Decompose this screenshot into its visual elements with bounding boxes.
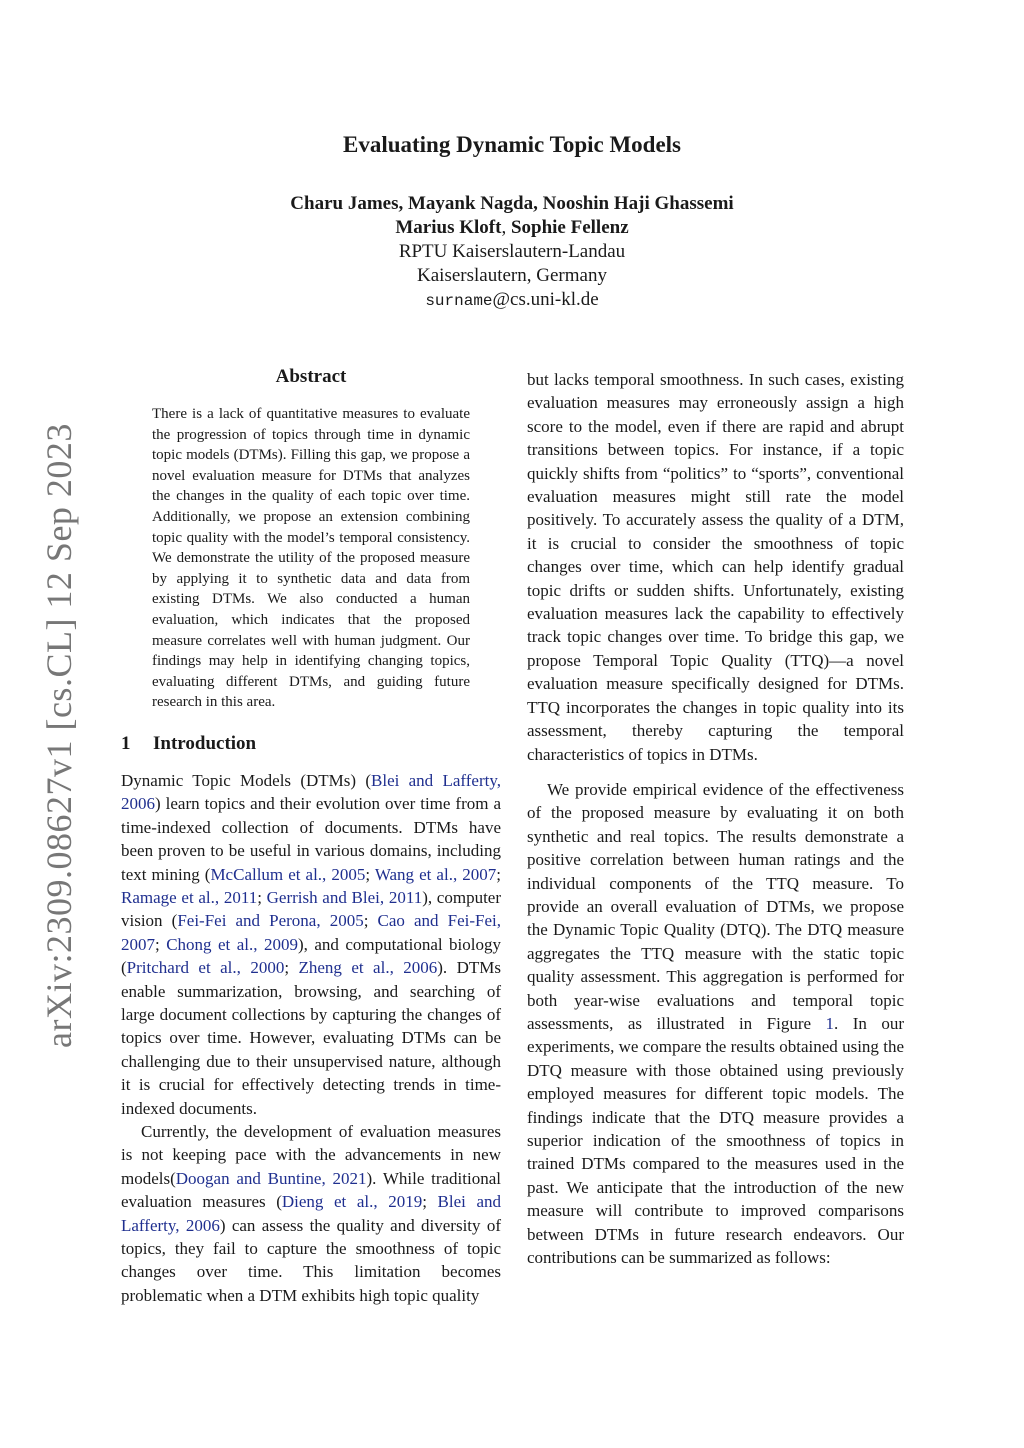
author-line-2	[0, 216, 1024, 240]
left-column	[121, 366, 501, 1307]
text-run: ;	[155, 934, 167, 954]
section-title: Introduction	[153, 732, 257, 754]
author-kloft: Marius Kloft	[395, 217, 502, 238]
citation-link[interactable]: Doogan and Buntine, 2021	[175, 1168, 367, 1188]
text-run: ). While traditional evaluation measures (	[121, 1168, 501, 1212]
citation-link[interactable]: McCallum et al., 2005	[210, 864, 366, 884]
text-run: ;	[422, 1192, 438, 1212]
text-run: ;	[284, 958, 299, 978]
citation-link[interactable]: Gerrish and Blei, 2011	[266, 887, 423, 907]
text-run: ) learn topics and their evolution over time from a time-indexed collection of documents. DTMs have been proven to be useful in various domains, including text mining (	[121, 794, 501, 884]
section-heading-introduction	[121, 733, 501, 755]
citation-link[interactable]: Blei and Lafferty, 2006	[121, 1192, 501, 1235]
intro-paragraph-2-continued	[527, 368, 904, 766]
abstract-heading: Abstract	[275, 366, 347, 387]
text-run: ;	[365, 864, 375, 884]
email-user: surname	[425, 292, 493, 310]
intro-paragraph-1	[121, 769, 501, 1120]
citation-link[interactable]: Blei and Lafferty, 2006	[121, 770, 501, 814]
figure-reference-link[interactable]: 1	[825, 1013, 834, 1033]
citation-link[interactable]: Chong et al., 2009	[166, 934, 298, 954]
text-run: ), and computational biology (	[121, 934, 501, 978]
affiliation: RPTU Kaiserslautern-Landau	[398, 241, 626, 262]
text-run: ). DTMs enable summarization, browsing, and searching of large document collections by capturing the changes of topics over time. However, evaluating DTMs can be challenging due to their unsupervised nature, although it is crucial for effectively detecting trends in time-indexed documents.	[121, 958, 501, 1118]
citation-link[interactable]: Fei-Fei and Perona, 2005	[177, 911, 364, 931]
author-separator: ,	[501, 217, 511, 238]
paper-title: Evaluating Dynamic Topic Models	[342, 132, 682, 157]
citation-link[interactable]: Ramage et al., 2011	[121, 887, 258, 907]
text-run: Dynamic Topic Models (DTMs) (	[121, 770, 372, 790]
text-run: ), computer vision (	[121, 887, 502, 931]
text-run: We provide empirical evidence of the effectiveness of the proposed measure by evaluating it on both synthetic and real topics. The results demonstrate a positive correlation between human ratings and the individual components of the TTQ measure. To provide an overall evaluation of DTMs, we propose the Dynamic Topic Quality (DTQ). The DTQ measure aggregates the TTQ measure with the static topic quality assessment. This aggregation is performed for both year-wise evaluations and temporal topic assessments, as illustrated in Figure	[527, 779, 904, 1033]
intro-paragraph-3	[527, 778, 904, 1270]
right-column	[527, 368, 904, 1269]
arxiv-identifier: arXiv:2309.08627v1 [cs.CL] 12 Sep 2023	[39, 423, 79, 1048]
location: Kaiserslautern, Germany	[417, 265, 607, 286]
email-domain: @cs.uni-kl.de	[492, 289, 599, 310]
text-run: . In our experiments, we compare the results obtained using the DTQ measure with those obtained using previously employed measures for different topic models. The findings indicate that the DTQ measure provides a superior indication of the smoothness of topics in trained DTMs compared to the measures used in the past. We anticipate that the introduction of the new measure will contribute to improved comparisons between DTMs in future research endeavors. Our contributions can be summarized as follows:	[527, 1013, 905, 1268]
citation-link[interactable]: Wang et al., 2007	[374, 864, 497, 884]
email	[0, 288, 1024, 313]
citation-link[interactable]: Cao and Fei-Fei, 2007	[121, 911, 501, 954]
text-run: Currently, the development of evaluation measures is not keeping pace with the advancements in new models(	[121, 1122, 501, 1188]
text-run: ) can assess the quality and diversity of topics, they fail to capture the smoothness of topic changes over time. This limitation becomes problematic when a DTM exhibits high topic quality	[121, 1215, 501, 1305]
abstract-text: There is a lack of quantitative measures to evaluate the progression of topics through time in dynamic topic models (DTMs). Filling this gap, we propose a novel evaluation measure for DTMs that analyzes the changes in the quality of each topic over time. Additionally, we propose an extension combining topic quality with the model’s temporal consistency. We demonstrate the utility of the proposed measure by applying it to synthetic data and data from existing DTMs. We also conducted a human evaluation, which indicates that the proposed measure correlates well with human judgment. Our findings may help in identifying changing topics, evaluating different DTMs, and guiding future research in this area.	[152, 406, 470, 711]
intro-paragraph-2	[121, 1120, 501, 1307]
author-line-1: Charu James, Mayank Nagda, Nooshin Haji Ghassemi	[290, 193, 734, 214]
section-number: 1	[121, 732, 131, 754]
author-block	[0, 192, 1024, 313]
citation-link[interactable]: Dieng et al., 2019	[281, 1192, 423, 1212]
text-run: ;	[257, 887, 267, 907]
text-run: ;	[496, 864, 501, 884]
citation-link[interactable]: Zheng et al., 2006	[298, 958, 438, 978]
citation-link[interactable]: Pritchard et al., 2000	[126, 958, 285, 978]
text-run: ;	[363, 911, 378, 931]
text-run: but lacks temporal smoothness. In such cases, existing evaluation measures may erroneously assign a high score to the model, even if there are rapid and abrupt transitions between topics. For instance, if a topic quickly shifts from “politics” to “sports”, conventional evaluation measures might still rate the model positively. To accurately assess the quality of a DTM, it is crucial to consider the smoothness of topic changes over time, which can help identify gradual topic drifts or sudden shifts. Unfortunately, existing evaluation measures lack the capability to effectively track topic changes over time. To bridge this gap, we propose Temporal Topic Quality (TTQ)—a novel evaluation measure specifically designed for DTMs. TTQ incorporates the changes in topic quality into its assessment, thereby capturing the temporal characteristics of topics in DTMs.	[527, 370, 904, 764]
author-fellenz: Sophie Fellenz	[510, 217, 629, 238]
